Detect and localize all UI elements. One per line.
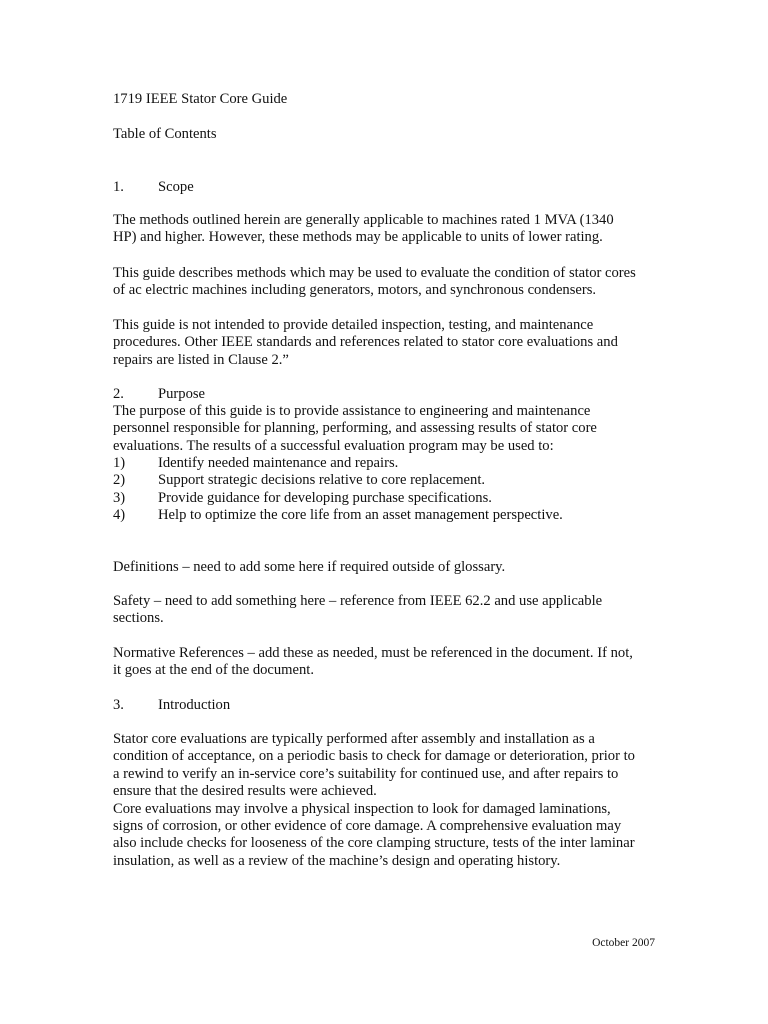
section-3-title: Introduction [158,697,231,713]
text-line: condition of acceptance, on a periodic basis to check for damage or deterioration, prior to [113,748,635,765]
section-2-heading [113,386,205,403]
list-item-text: Help to optimize the core life from an asset management perspective. [158,507,563,524]
introduction-paragraph [113,731,635,870]
text-line: a rewind to verify an in-service core’s suitability for continued use, and after repairs to [113,765,619,782]
text-line: The methods outlined herein are generally applicable to machines rated 1 MVA (1340 [113,212,614,228]
text-line: Definitions – need to add some here if required outside of glossary. [113,559,506,575]
text-line: of ac electric machines including generators, motors, and synchronous condensers. [113,282,597,299]
scope-paragraph-3 [113,317,618,369]
text-line: evaluations. The results of a successful evaluation program may be used to: [113,437,554,454]
text-line: ensure that the desired results were achieved. [113,783,377,800]
list-item-number: 3) [113,489,126,506]
list-item [113,455,563,472]
section-2-title: Purpose [158,386,206,402]
text-line: Core evaluations may involve a physical inspection to look for damaged laminations, [113,800,611,817]
list-item-text: Provide guidance for developing purchase specifications. [158,489,492,506]
list-item [113,507,563,524]
section-3-number: 3. [113,697,124,713]
footer-date: October 2007 [592,937,655,949]
section-1-number: 1. [113,179,124,195]
list-item [113,490,563,507]
text-line: insulation, as well as a review of the machine’s design and operating history. [113,852,561,869]
text-line: This guide describes methods which may be used to evaluate the condition of stator cores [113,265,636,281]
purpose-paragraph [113,403,597,455]
text-line: also include checks for looseness of the core clamping structure, tests of the inter laminar [113,835,635,852]
toc-label: Table of Contents [113,126,217,142]
text-line: repairs are listed in Clause 2.” [113,351,289,368]
definitions-note [113,559,505,576]
list-item-text: Identify needed maintenance and repairs. [158,455,399,471]
list-item-number: 2) [113,472,126,489]
section-1-title: Scope [158,179,194,195]
normative-references-note [113,645,633,680]
text-line: sections. [113,610,164,627]
text-line: procedures. Other IEEE standards and references related to stator core evaluations and [113,334,618,351]
list-item-text: Support strategic decisions relative to core replacement. [158,472,486,489]
section-1-heading [113,179,194,196]
safety-note [113,593,602,628]
scope-paragraph-1 [113,212,614,247]
scope-paragraph-2 [113,265,636,300]
list-item [113,472,563,489]
text-line: HP) and higher. However, these methods may be applicable to units of lower rating. [113,229,603,246]
section-2-number: 2. [113,386,124,402]
text-line: personnel responsible for planning, performing, and assessing results of stator core [113,420,597,437]
section-3-heading [113,697,230,714]
text-line: Stator core evaluations are typically performed after assembly and installation as a [113,731,595,747]
text-line: Safety – need to add something here – reference from IEEE 62.2 and use applicable [113,593,603,609]
text-line: Normative References – add these as needed, must be referenced in the document. If not, [113,645,633,661]
document-title: 1719 IEEE Stator Core Guide [113,91,288,107]
text-line: it goes at the end of the document. [113,662,315,679]
text-line: The purpose of this guide is to provide assistance to engineering and maintenance [113,403,591,419]
text-line: signs of corrosion, or other evidence of core damage. A comprehensive evaluation may [113,818,622,835]
purpose-list [113,455,563,525]
text-line: This guide is not intended to provide detailed inspection, testing, and maintenance [113,317,594,333]
list-item-number: 1) [113,455,126,471]
list-item-number: 4) [113,507,126,524]
